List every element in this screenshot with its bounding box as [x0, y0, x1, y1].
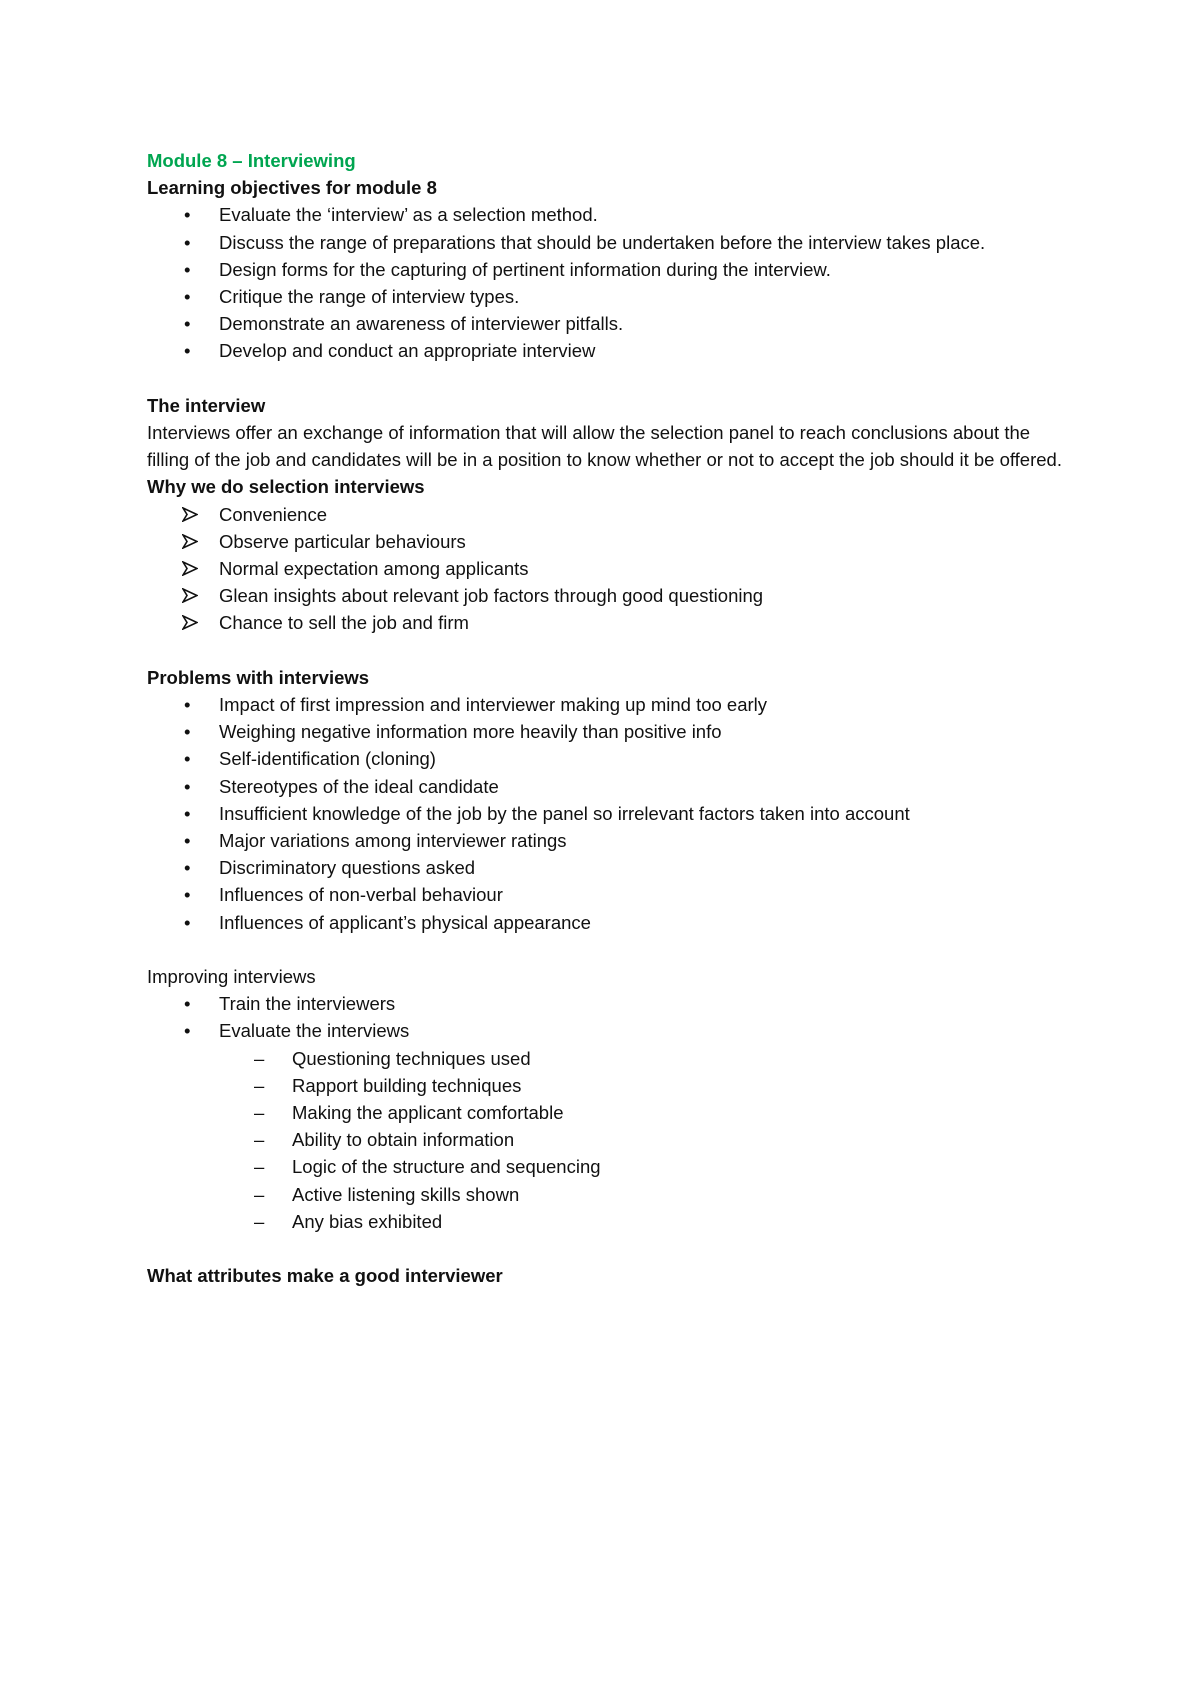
list-item: • Discuss the range of preparations that should be undertaken before the interview takes place.	[147, 229, 1077, 256]
arrow-bullet-icon	[182, 588, 198, 603]
dash-icon: –	[254, 1210, 265, 1232]
interview-heading: The interview	[147, 394, 266, 416]
list-item: – Logic of the structure and sequencing	[147, 1153, 1077, 1180]
bullet-icon: •	[184, 231, 191, 253]
problems-heading: Problems with interviews	[147, 666, 370, 688]
improving-sublist	[147, 1045, 1077, 1235]
bullet-icon: •	[184, 340, 191, 362]
list-item: • Discriminatory questions asked	[147, 854, 1077, 881]
bullet-icon: •	[184, 1020, 191, 1042]
bullet-icon: •	[184, 775, 191, 797]
dash-icon: –	[254, 1102, 265, 1124]
bullet-icon: •	[184, 721, 191, 743]
list-item: • Major variations among interviewer ratings	[147, 827, 1077, 854]
list-item: – Making the applicant comfortable	[147, 1099, 1077, 1126]
interview-paragraph: Interviews offer an exchange of information that will allow the selection panel to reach conclusions about the filling of the job and candidates will be in a position to know whether or not to accept the job should it be offered.	[147, 422, 1062, 471]
list-item: • Develop and conduct an appropriate interview	[147, 337, 1077, 364]
why-list	[147, 501, 1077, 637]
arrow-bullet-icon	[182, 561, 198, 576]
spacer	[147, 637, 1077, 664]
list-item: – Active listening skills shown	[147, 1181, 1077, 1208]
list-item: • Evaluate the ‘interview’ as a selection method.	[147, 201, 1077, 228]
attributes-heading: What attributes make a good interviewer	[147, 1265, 503, 1287]
list-item: • Weighing negative information more heavily than positive info	[147, 718, 1077, 745]
improving-heading: Improving interviews	[147, 966, 316, 988]
arrow-bullet-icon	[182, 615, 198, 630]
bullet-icon: •	[184, 313, 191, 335]
dash-icon: –	[254, 1183, 265, 1205]
list-item: • Influences of applicant’s physical appearance	[147, 909, 1077, 936]
bullet-icon: •	[184, 830, 191, 852]
document-page	[147, 147, 1077, 1289]
dash-icon: –	[254, 1074, 265, 1096]
list-item: Convenience	[147, 501, 1077, 528]
bullet-icon: •	[184, 694, 191, 716]
arrow-bullet-icon	[182, 534, 198, 549]
list-item: • Stereotypes of the ideal candidate	[147, 773, 1077, 800]
bullet-icon: •	[184, 204, 191, 226]
list-item: • Evaluate the interviews	[147, 1017, 1077, 1044]
dash-icon: –	[254, 1047, 265, 1069]
list-item: • Insufficient knowledge of the job by the panel so irrelevant factors taken into account	[147, 800, 1077, 827]
list-item: Chance to sell the job and firm	[147, 609, 1077, 636]
spacer	[147, 936, 1077, 963]
objectives-list	[147, 201, 1077, 364]
improving-list	[147, 990, 1077, 1044]
bullet-icon: •	[184, 802, 191, 824]
module-title: Module 8 – Interviewing	[147, 150, 356, 171]
list-item: – Ability to obtain information	[147, 1126, 1077, 1153]
bullet-icon: •	[184, 911, 191, 933]
bullet-icon: •	[184, 993, 191, 1015]
bullet-icon: •	[184, 258, 191, 280]
list-item: • Design forms for the capturing of pertinent information during the interview.	[147, 256, 1077, 283]
list-item: Normal expectation among applicants	[147, 555, 1077, 582]
list-item: Glean insights about relevant job factors through good questioning	[147, 582, 1077, 609]
bullet-icon: •	[184, 884, 191, 906]
list-item: • Critique the range of interview types.	[147, 283, 1077, 310]
dash-icon: –	[254, 1156, 265, 1178]
problems-list	[147, 691, 1077, 936]
list-item: • Influences of non-verbal behaviour	[147, 881, 1077, 908]
list-item: – Any bias exhibited	[147, 1208, 1077, 1235]
arrow-bullet-icon	[182, 507, 198, 522]
bullet-icon: •	[184, 748, 191, 770]
dash-icon: –	[254, 1129, 265, 1151]
list-item: • Self-identification (cloning)	[147, 745, 1077, 772]
objectives-heading: Learning objectives for module 8	[147, 177, 437, 199]
bullet-icon: •	[184, 286, 191, 308]
spacer	[147, 365, 1077, 392]
list-item: Observe particular behaviours	[147, 528, 1077, 555]
spacer	[147, 1235, 1077, 1262]
list-item: – Questioning techniques used	[147, 1045, 1077, 1072]
list-item: • Train the interviewers	[147, 990, 1077, 1017]
why-heading: Why we do selection interviews	[147, 476, 425, 498]
list-item: – Rapport building techniques	[147, 1072, 1077, 1099]
list-item: • Impact of first impression and interviewer making up mind too early	[147, 691, 1077, 718]
list-item: • Demonstrate an awareness of interviewer pitfalls.	[147, 310, 1077, 337]
bullet-icon: •	[184, 857, 191, 879]
